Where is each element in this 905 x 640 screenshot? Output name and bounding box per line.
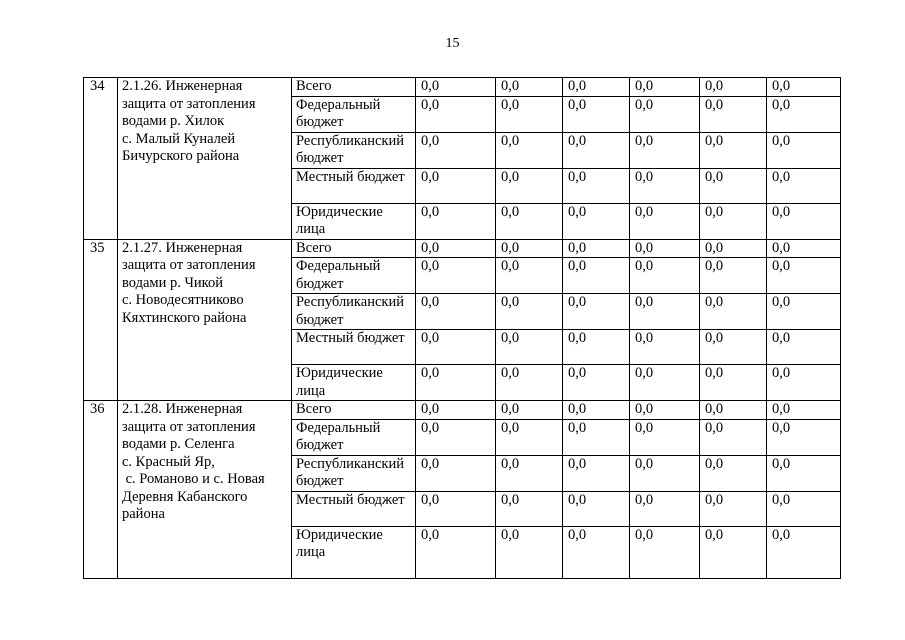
value-cell: 0,0: [416, 239, 496, 258]
value-cell: 0,0: [630, 294, 700, 330]
value-cell: 0,0: [416, 401, 496, 420]
value-cell: 0,0: [630, 365, 700, 401]
value-cell: 0,0: [630, 401, 700, 420]
value-cell: 0,0: [563, 401, 630, 420]
value-cell: 0,0: [630, 203, 700, 239]
table-row: [84, 78, 841, 97]
value-cell: 0,0: [416, 330, 496, 365]
value-cell: 0,0: [496, 239, 563, 258]
value-cell: 0,0: [563, 96, 630, 132]
funding-source: Республиканский бюджет: [292, 294, 416, 330]
value-cell: 0,0: [700, 132, 767, 168]
value-cell: 0,0: [700, 330, 767, 365]
value-cell: 0,0: [416, 168, 496, 203]
value-cell: 0,0: [416, 132, 496, 168]
value-cell: 0,0: [496, 78, 563, 97]
value-cell: 0,0: [767, 365, 841, 401]
value-cell: 0,0: [496, 203, 563, 239]
funding-source: Республиканский бюджет: [292, 455, 416, 491]
value-cell: 0,0: [563, 239, 630, 258]
value-cell: 0,0: [416, 419, 496, 455]
value-cell: 0,0: [630, 132, 700, 168]
budget-table: [83, 77, 841, 579]
value-cell: 0,0: [767, 294, 841, 330]
value-cell: 0,0: [767, 132, 841, 168]
value-cell: 0,0: [700, 491, 767, 526]
value-cell: 0,0: [416, 365, 496, 401]
value-cell: 0,0: [496, 294, 563, 330]
value-cell: 0,0: [700, 203, 767, 239]
value-cell: 0,0: [416, 455, 496, 491]
value-cell: 0,0: [767, 455, 841, 491]
value-cell: 0,0: [767, 491, 841, 526]
value-cell: 0,0: [767, 526, 841, 578]
value-cell: 0,0: [563, 132, 630, 168]
funding-source: Местный бюджет: [292, 330, 416, 365]
value-cell: 0,0: [416, 526, 496, 578]
value-cell: 0,0: [416, 258, 496, 294]
value-cell: 0,0: [700, 401, 767, 420]
value-cell: 0,0: [563, 419, 630, 455]
value-cell: 0,0: [496, 168, 563, 203]
value-cell: 0,0: [563, 491, 630, 526]
value-cell: 0,0: [496, 258, 563, 294]
value-cell: 0,0: [563, 78, 630, 97]
funding-source: Федеральный бюджет: [292, 419, 416, 455]
funding-source: Юридические лица: [292, 526, 416, 578]
funding-source: Юридические лица: [292, 365, 416, 401]
table-row: [84, 239, 841, 258]
value-cell: 0,0: [767, 203, 841, 239]
entry-number: 36: [84, 401, 118, 579]
value-cell: 0,0: [630, 258, 700, 294]
value-cell: 0,0: [630, 168, 700, 203]
funding-source: Местный бюджет: [292, 491, 416, 526]
value-cell: 0,0: [700, 78, 767, 97]
value-cell: 0,0: [563, 258, 630, 294]
value-cell: 0,0: [700, 526, 767, 578]
value-cell: 0,0: [563, 203, 630, 239]
value-cell: 0,0: [700, 96, 767, 132]
entry-title: 2.1.27. Инженерная защита от затопления водами р. Чикой с. Новодесятниково Кяхтинского района: [118, 239, 292, 401]
value-cell: 0,0: [563, 330, 630, 365]
value-cell: 0,0: [630, 419, 700, 455]
value-cell: 0,0: [767, 239, 841, 258]
funding-source: Всего: [292, 239, 416, 258]
value-cell: 0,0: [767, 96, 841, 132]
value-cell: 0,0: [563, 365, 630, 401]
value-cell: 0,0: [630, 526, 700, 578]
value-cell: 0,0: [563, 168, 630, 203]
value-cell: 0,0: [767, 401, 841, 420]
page-number: 15: [445, 36, 460, 51]
funding-source: Республиканский бюджет: [292, 132, 416, 168]
value-cell: 0,0: [563, 455, 630, 491]
funding-source: Федеральный бюджет: [292, 96, 416, 132]
funding-source: Всего: [292, 78, 416, 97]
entry-title: 2.1.28. Инженерная защита от затопления водами р. Селенга с. Красный Яр, с. Романово и с. Новая Деревня Кабанского района: [118, 401, 292, 579]
value-cell: 0,0: [630, 239, 700, 258]
value-cell: 0,0: [496, 365, 563, 401]
value-cell: 0,0: [416, 491, 496, 526]
value-cell: 0,0: [416, 96, 496, 132]
table-row: [84, 401, 841, 420]
value-cell: 0,0: [767, 168, 841, 203]
value-cell: 0,0: [416, 78, 496, 97]
value-cell: 0,0: [700, 168, 767, 203]
funding-source: Местный бюджет: [292, 168, 416, 203]
value-cell: 0,0: [767, 419, 841, 455]
value-cell: 0,0: [496, 419, 563, 455]
value-cell: 0,0: [767, 78, 841, 97]
value-cell: 0,0: [630, 96, 700, 132]
value-cell: 0,0: [700, 455, 767, 491]
value-cell: 0,0: [700, 258, 767, 294]
value-cell: 0,0: [700, 294, 767, 330]
entry-number: 34: [84, 78, 118, 240]
funding-source: Юридические лица: [292, 203, 416, 239]
value-cell: 0,0: [496, 401, 563, 420]
value-cell: 0,0: [630, 491, 700, 526]
value-cell: 0,0: [496, 330, 563, 365]
value-cell: 0,0: [496, 526, 563, 578]
value-cell: 0,0: [416, 203, 496, 239]
funding-source: Федеральный бюджет: [292, 258, 416, 294]
funding-source: Всего: [292, 401, 416, 420]
value-cell: 0,0: [496, 132, 563, 168]
value-cell: 0,0: [496, 491, 563, 526]
value-cell: 0,0: [767, 258, 841, 294]
value-cell: 0,0: [416, 294, 496, 330]
entry-title: 2.1.26. Инженерная защита от затопления водами р. Хилок с. Малый Куналей Бичурского района: [118, 78, 292, 240]
entry-number: 35: [84, 239, 118, 401]
value-cell: 0,0: [630, 78, 700, 97]
value-cell: 0,0: [700, 419, 767, 455]
value-cell: 0,0: [496, 455, 563, 491]
value-cell: 0,0: [563, 294, 630, 330]
value-cell: 0,0: [630, 330, 700, 365]
value-cell: 0,0: [700, 365, 767, 401]
value-cell: 0,0: [496, 96, 563, 132]
value-cell: 0,0: [700, 239, 767, 258]
value-cell: 0,0: [630, 455, 700, 491]
value-cell: 0,0: [563, 526, 630, 578]
value-cell: 0,0: [767, 330, 841, 365]
